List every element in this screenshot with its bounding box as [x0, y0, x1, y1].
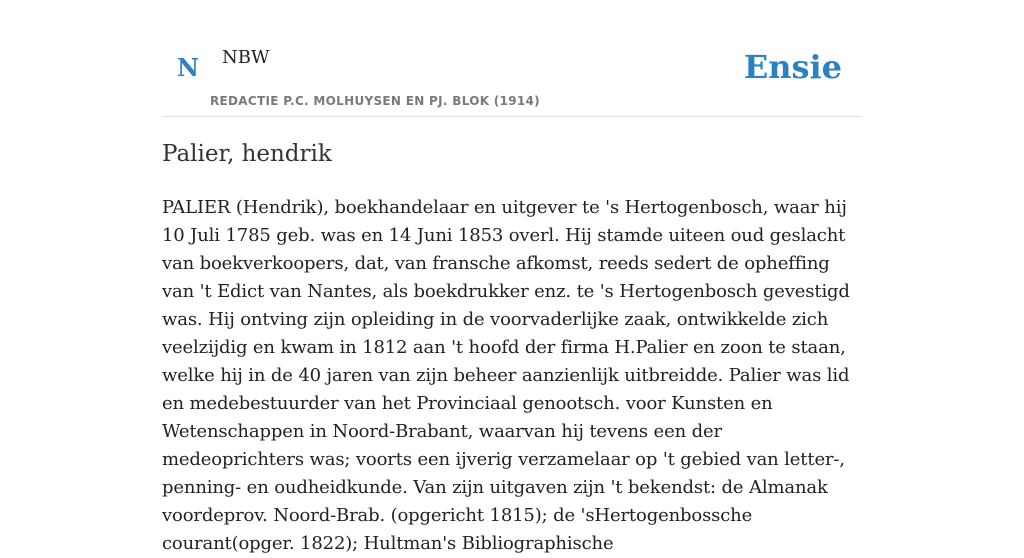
- source-logo[interactable]: N: [177, 53, 199, 82]
- source-title[interactable]: NBW: [222, 47, 270, 68]
- article-body: PALIER (Hendrik), boekhandelaar en uitgever te 's Hertogenbosch, waar hij 10 Juli 1785 geb. was en 14 Juni 1853 overl. Hij stamde uiteen oud geslacht van boekverkoopers, dat, van fransche afkomst, reeds sedert de opheffing van 't Edict van Nantes, als boekdrukker enz. te 's Hertogenbosch gevestigd was. Hij ontving zijn opleiding in de voorvaderlijke zaak, ontwikkelde zich veelzijdig en kwam in 1812 aan 't hoofd der firma H.Palier en zoon te staan, welke hij in de 40 jaren van zijn beheer aanzienlijk uitbreidde. Palier was lid en medebestuurder van het Provinciaal genootsch. voor Kunsten en Wetenschappen in Noord-Brabant, waarvan hij tevens een der medeoprichters was; voorts een ijverig verzamelaar op 't gebied van letter-, penning- en oudheidkunde. Van zijn uitgaven zijn 't bekendst: de Almanak voordeprov. Noord-Brab. (opgericht 1815); de 'sHertogenbossche courant(opger. 1822); Hultman's Bibliographische: [162, 197, 850, 555]
- article: [162, 138, 862, 558]
- ensie-logo[interactable]: Ensie: [743, 48, 842, 86]
- source-header: [162, 0, 862, 117]
- article-title: Palier, hendrik: [162, 141, 332, 167]
- source-subtitle: REDACTIE P.C. MOLHUYSEN EN PJ. BLOK (1914): [210, 94, 540, 108]
